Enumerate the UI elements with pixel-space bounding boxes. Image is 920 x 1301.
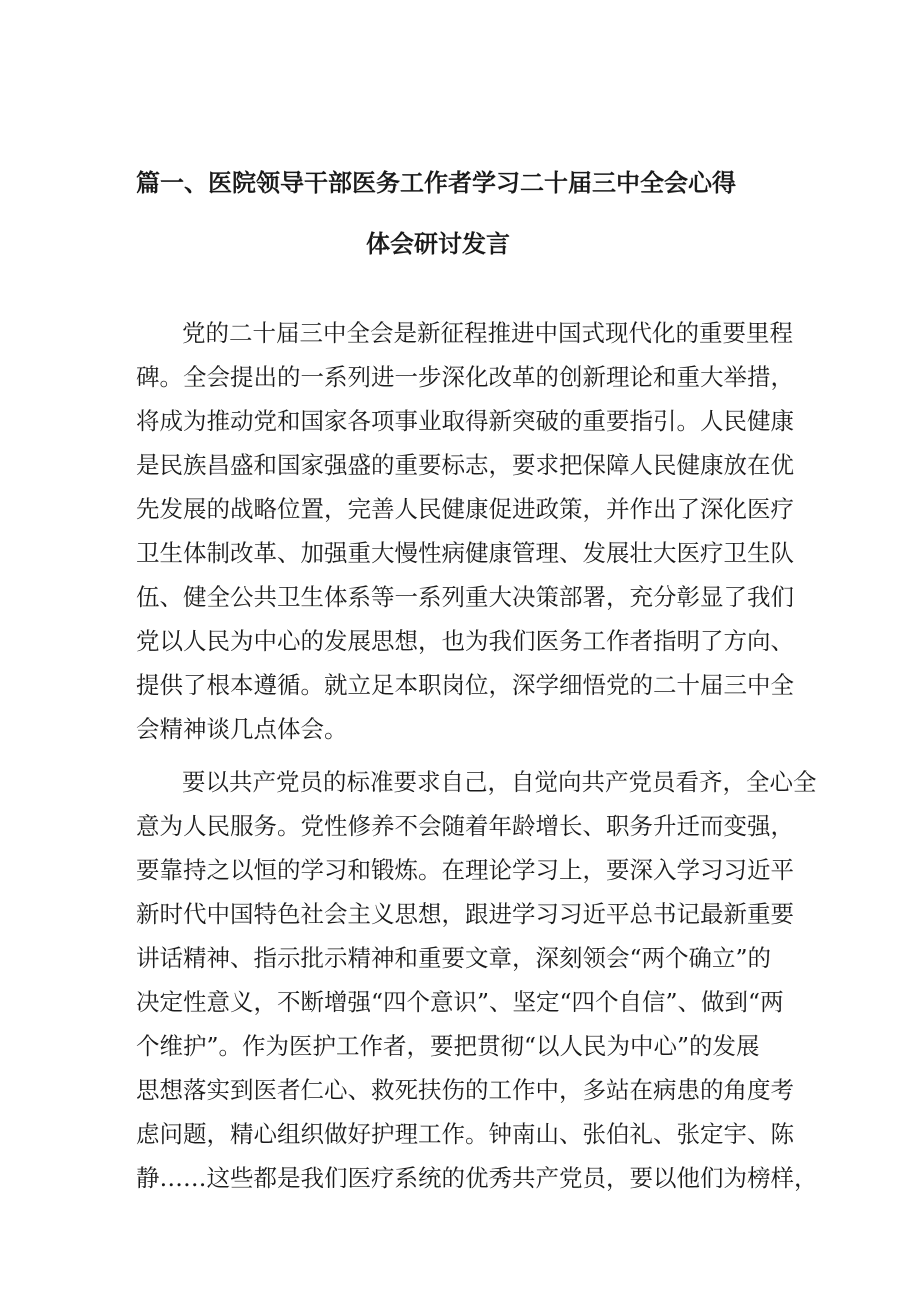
paragraph-1-line: 先发展的战略位置，完善人民健康促进政策，并作出了深化医疗 (136, 495, 794, 523)
paragraph-1-line: 伍、健全公共卫生体系等一系列重大决策部署，充分彰显了我们 (136, 583, 794, 611)
paragraph-2-line: 思想落实到医者仁心、救死扶伤的工作中，多站在病患的角度考 (136, 1076, 794, 1104)
paragraph-1-line: 提供了根本遵循。就立足本职岗位，深学细悟党的二十届三中全 (136, 671, 794, 699)
paragraph-1-line: 是民族昌盛和国家强盛的重要标志，要求把保障人民健康放在优 (136, 451, 794, 479)
paragraph-1-line: 卫生体制改革、加强重大慢性病健康管理、发展壮大医疗卫生队 (136, 539, 794, 567)
paragraph-2-line: 个维护”。作为医护工作者，要把贯彻“以人民为中心”的发展 (136, 1032, 760, 1060)
paragraph-2-line: 要以共产党员的标准要求自己，自觉向共产党员看齐，全心全 (182, 768, 817, 796)
paragraph-2-line: 新时代中国特色社会主义思想，跟进学习习近平总书记最新重要 (136, 900, 794, 928)
paragraph-2-line: 决定性意义，不断增强“四个意识”、坚定“四个自信”、做到“两 (136, 988, 784, 1016)
paragraph-1-line: 会精神谈几点体会。 (136, 715, 348, 743)
document-title-line-2: 体会研讨发言 (366, 230, 510, 258)
paragraph-1-line: 党的二十届三中全会是新征程推进中国式现代化的重要里程 (182, 319, 793, 347)
paragraph-2-line: 讲话精神、指示批示精神和重要文章，深刻领会“两个确立”的 (136, 944, 772, 972)
paragraph-1-line: 将成为推动党和国家各项事业取得新突破的重要指引。人民健康 (136, 407, 794, 435)
document-title-line-1: 篇一、医院领导干部医务工作者学习二十届三中全会心得 (136, 169, 736, 197)
paragraph-2-line: 意为人民服务。党性修养不会随着年龄增长、职务升迁而变强， (136, 812, 794, 840)
paragraph-1-line: 碑。全会提出的一系列进一步深化改革的创新理论和重大举措， (136, 363, 794, 391)
paragraph-2-line: 静……这些都是我们医疗系统的优秀共产党员，要以他们为榜样， (136, 1164, 818, 1192)
paragraph-1-line: 党以人民为中心的发展思想，也为我们医务工作者指明了方向、 (136, 627, 794, 655)
paragraph-2-line: 虑问题，精心组织做好护理工作。钟南山、张伯礼、张定宇、陈 (136, 1120, 794, 1148)
paragraph-2-line: 要靠持之以恒的学习和锻炼。在理论学习上，要深入学习习近平 (136, 856, 794, 884)
